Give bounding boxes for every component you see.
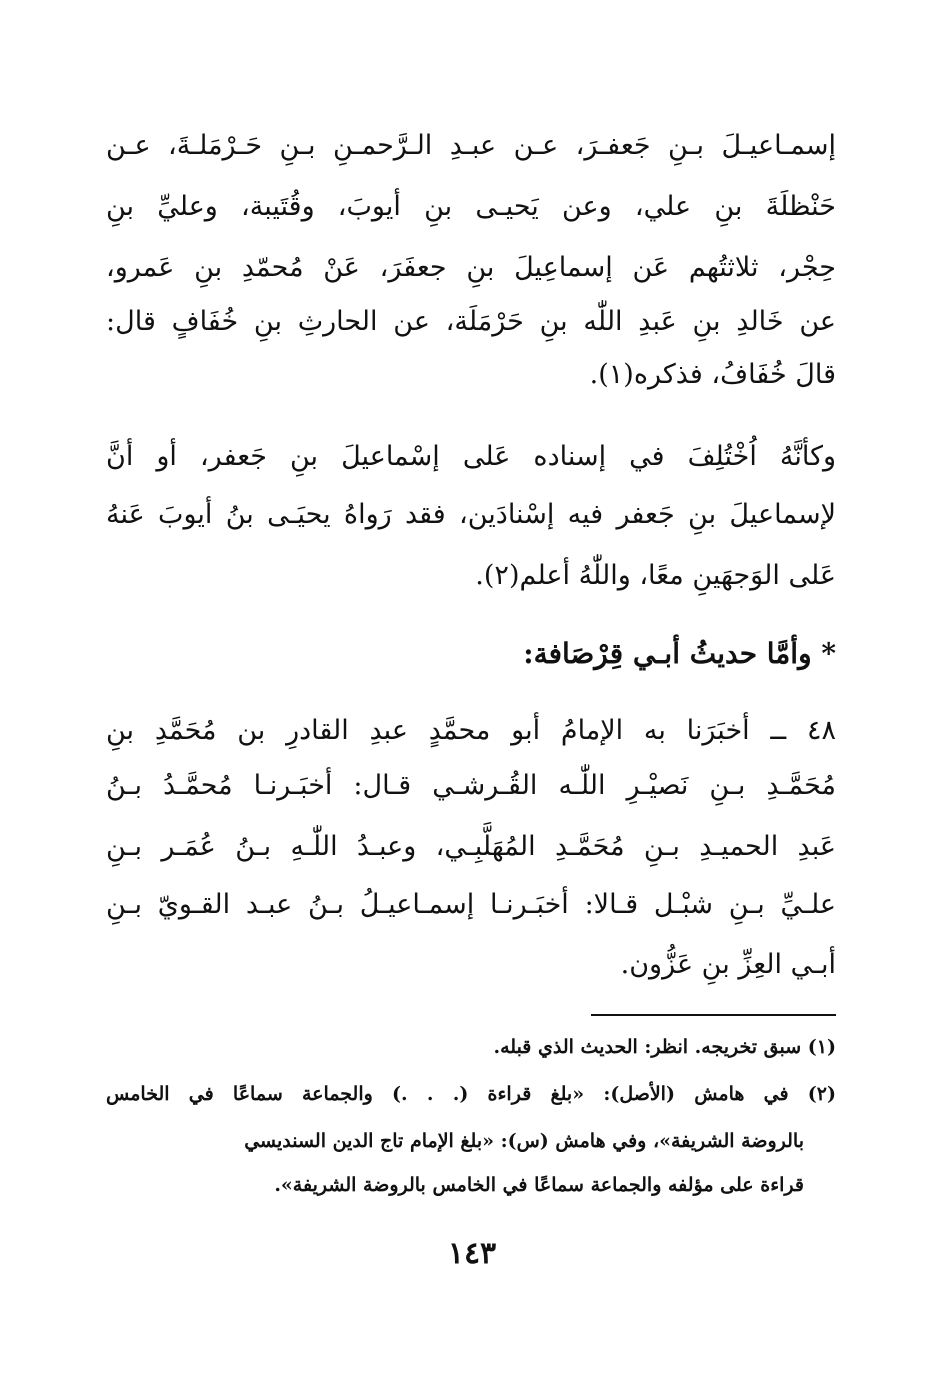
text-line: قالَ خُفَافُ، فذكره(١). xyxy=(589,359,836,390)
text-line: حَنْظلَةَ بنِ علي، وعن يَحيـى بنِ أيوبَ، وقُتَيبة، وعليِّ بنِ xyxy=(106,191,836,222)
footnote-1: (١) سبق تخريجه. انظر: الحديث الذي قبله. xyxy=(493,1036,836,1058)
text-line: ٤٨ ــ أخبَرَنا به الإمامُ أبو محمَّدٍ عبدِ القادرِ بن مُحَمَّدِ بنِ xyxy=(106,715,836,746)
footnote-2-line: (٢) في هامش (الأصل): «بلغ قراءة (. . .) والجماعة سماعًا في الخامس xyxy=(106,1083,836,1105)
text-line: علـيِّ بـنِ شبْـل قـالا: أخبَـرنـا إسمـاعيـلُ بـنُ عبـد القـويّ بـنِ xyxy=(106,889,836,920)
footnote-separator xyxy=(591,1014,836,1016)
text-line: أبـي العِزِّ بنِ عَزُّون. xyxy=(620,949,836,980)
footnote-2-line: قراءة على مؤلفه والجماعة سماعًا في الخامس بالروضة الشريفة». xyxy=(274,1174,804,1196)
text-line: عَلى الوَجهَينِ معًا، واللّٰهُ أعلم(٢). xyxy=(475,560,836,591)
section-heading: * وأمَّا حديثُ أبـي قِرْصَافة: xyxy=(523,637,836,670)
text-line: مُحَمَّـدِ بـنِ نَصيْـرِ اللّٰـه القُـرشـي قـال: أخبَـرنـا مُحمَّـدُ بـنُ xyxy=(106,770,836,801)
page-number: ١٤٣ xyxy=(447,1236,497,1271)
footnote-2-line: بالروضة الشريفة»، وفي هامش (س): «بلغ الإمام تاج الدين السنديسي xyxy=(244,1130,804,1152)
text-line: وكأنَّهُ اُخْتُلِفَ في إسناده عَلى إسْماعيلَ بنِ جَعفر، أو أنَّ xyxy=(106,441,836,472)
text-line: حِجْر، ثلاثتُهم عَن إسماعِيلَ بنِ جعفَرَ، عَنْ مُحمّدِ بنِ عَمرو، xyxy=(106,252,836,283)
text-line: لإسماعيلَ بنِ جَعفر فيه إسْنادَين، فقد رَواهُ يحيَـى بنُ أيوبَ عَنهُ xyxy=(106,499,836,530)
text-line: عن خَالدِ بنِ عَبدِ اللّٰه بنِ حَرْمَلَة، عن الحارثِ بنِ خُفَافٍ قال: xyxy=(106,306,836,337)
text-line: إسمـاعيـلَ بـنِ جَعفـرَ، عـن عبـدِ الـرَّحمـنِ بـنِ حَـرْمَلـةَ، عـن xyxy=(106,130,836,161)
text-line: عَبدِ الحميـدِ بـنِ مُحَمَّـدِ المُهَلَّبِـي، وعبـدُ اللّٰـهِ بـنُ عُمَـر بـنِ xyxy=(106,831,836,862)
